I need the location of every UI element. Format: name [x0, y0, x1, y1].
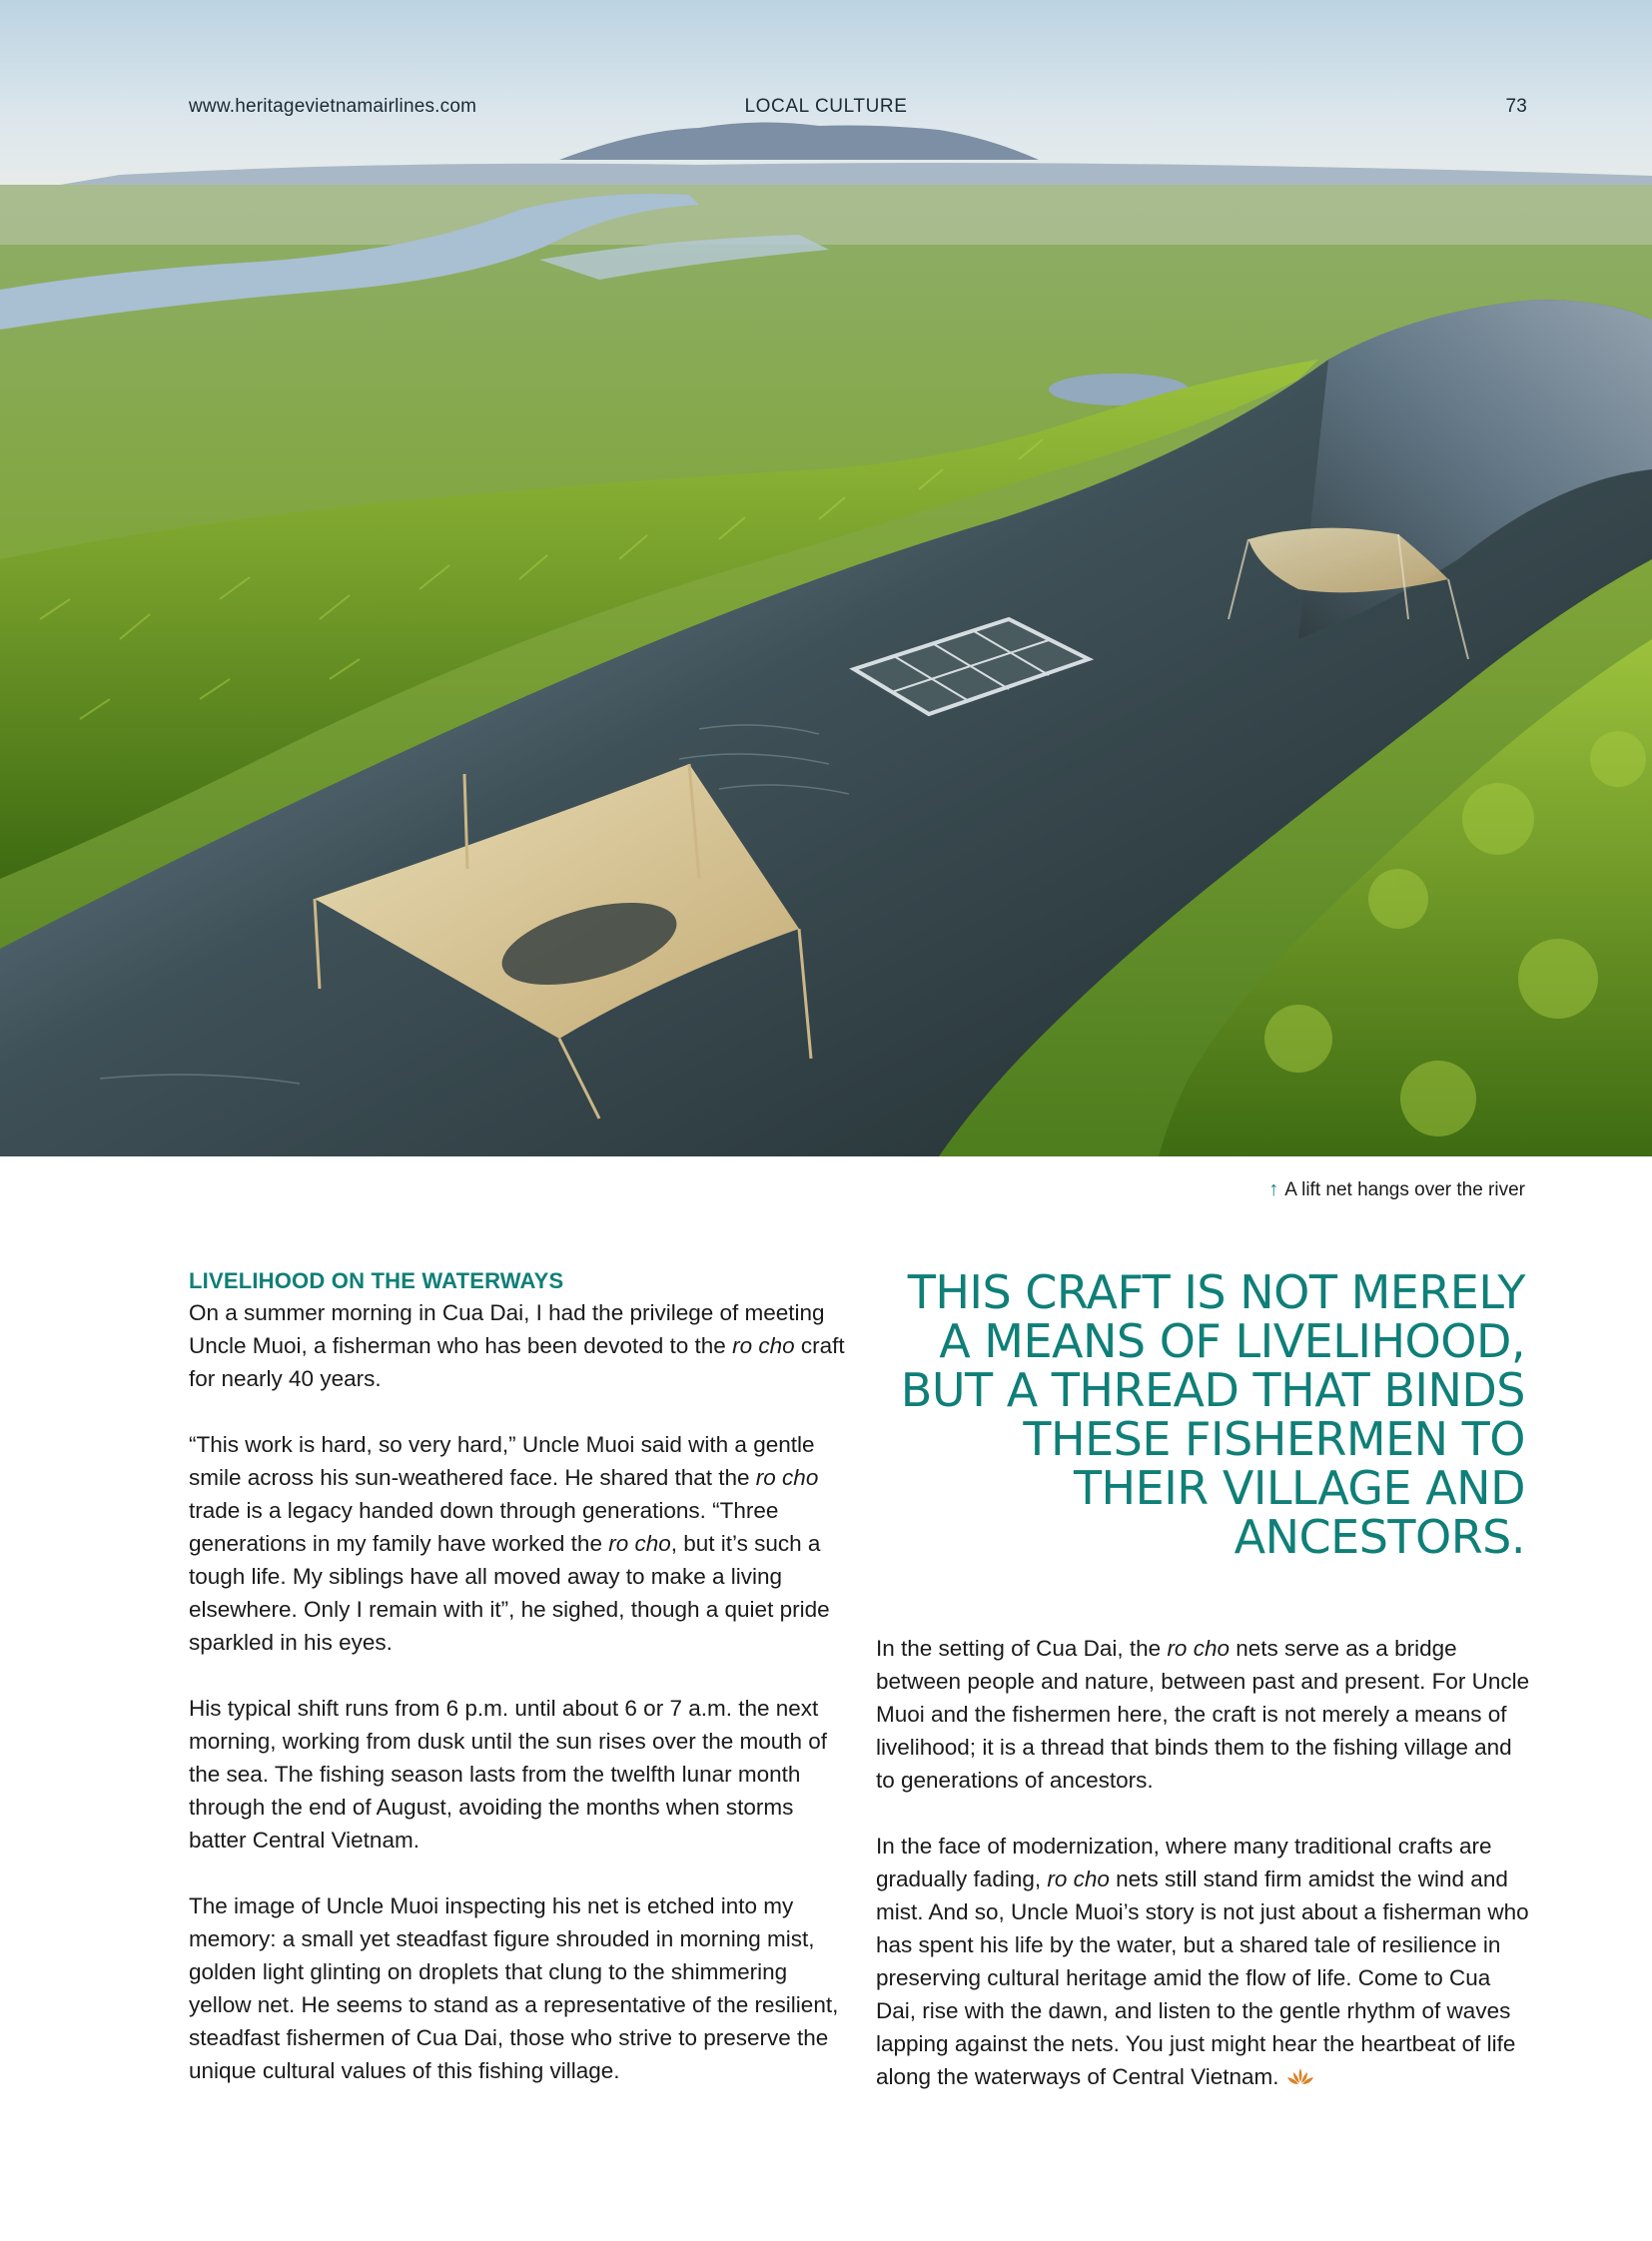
- section-label: LOCAL CULTURE: [744, 96, 908, 117]
- article-column-right: [876, 1632, 1535, 2128]
- paragraph: On a summer morning in Cua Dai, I had the privilege of meeting Uncle Muoi, a fisherman who has been devoted to the ro cho craft for nearly 40 years.: [189, 1300, 845, 1391]
- paragraph: His typical shift runs from 6 p.m. until about 6 or 7 a.m. the next morning, working from dusk until the sun rises over the mouth of the sea. The fishing season lasts from the twelfth lunar month through the end of August, avoiding the months when storms batter Central Vietnam.: [189, 1696, 828, 1853]
- paragraph: The image of Uncle Muoi inspecting his net is etched into my memory: a small yet steadfast figure shrouded in morning mist, golden light glinting on droplets that clung to the shimmering yellow net. He seems to stand as a representative of the resilient, steadfast fishermen of Cua Dai, those who strive to preserve the unique cultural values of this fishing village.: [189, 1893, 839, 2083]
- paragraph: In the setting of Cua Dai, the ro cho nets serve as a bridge between people and nature, between past and present. For Uncle Muoi and the fishermen here, the craft is not merely a means of livelihood; it is a thread that binds them to the fishing village and to generations of ancestors.: [876, 1636, 1530, 1793]
- paragraph: In the face of modernization, where many traditional crafts are gradually fading, ro cho nets still stand firm amidst the wind and mist. And so, Uncle Muoi’s story is not just about a fisherman who has spent his life by the water, but a shared tale of resilience in preserving cultural heritage amid the flow of life. Come to Cua Dai, rise with the dawn, and listen to the gentle rhythm of waves lapping against the nets. You just might hear the heartbeat of life along the waterways of Central Vietnam.: [876, 1830, 1535, 2095]
- lotus-end-mark-icon: [1285, 2062, 1315, 2095]
- page-number: 73: [1505, 96, 1527, 117]
- section-heading: LIVELIHOOD ON THE WATERWAYS: [189, 1268, 564, 1293]
- pull-quote: THIS CRAFT IS NOT MERELY A MEANS OF LIVELIHOOD, BUT A THREAD THAT BINDS THESE FISHERMEN TO THEIR VILLAGE AND ANCESTORS.: [900, 1265, 1525, 1564]
- photo-caption: [1268, 1178, 1525, 1201]
- site-url[interactable]: www.heritagevietnamairlines.com: [189, 96, 477, 117]
- arrow-up-icon: ↑: [1268, 1178, 1279, 1200]
- photo-caption-text: A lift net hangs over the river: [1284, 1178, 1525, 1200]
- article-column-left: [189, 1266, 848, 2120]
- paragraph: “This work is hard, so very hard,” Uncle Muoi said with a gentle smile across his sun-weathered face. He shared that the ro cho trade is a legacy handed down through generations. “Three generations in my family have worked the ro cho, but it’s such a tough life. My siblings have all moved away to make a living elsewhere. Only I remain with it”, he sighed, though a quiet pride sparkled in his eyes.: [189, 1432, 830, 1655]
